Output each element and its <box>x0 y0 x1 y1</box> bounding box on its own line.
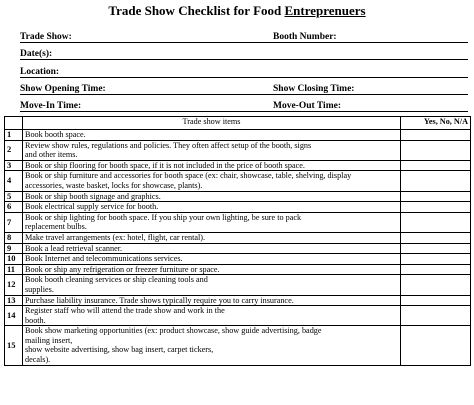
table-row <box>5 275 471 295</box>
info-row <box>20 43 468 60</box>
trade-show-items-table <box>4 116 471 366</box>
info-label-right[interactable]: Move-Out Time: <box>273 94 468 111</box>
answer-cell[interactable] <box>401 171 471 191</box>
info-row <box>20 94 468 111</box>
page-title <box>0 3 474 19</box>
info-field-gap[interactable] <box>170 77 273 94</box>
title-underlined-text: Entreprenuers <box>284 3 366 18</box>
item-number: 7 <box>5 212 23 232</box>
info-row <box>20 26 468 43</box>
answer-cell[interactable] <box>401 191 471 202</box>
item-description: Book or ship any refrigeration or freezer furniture or space. <box>23 264 401 275</box>
table-row <box>5 264 471 275</box>
answer-cell[interactable] <box>401 243 471 254</box>
info-label-right[interactable]: Show Closing Time: <box>273 77 468 94</box>
info-label-left[interactable]: Show Opening Time: <box>20 77 170 94</box>
answer-cell[interactable] <box>401 264 471 275</box>
item-number: 6 <box>5 202 23 213</box>
info-label-left[interactable]: Trade Show: <box>20 26 170 43</box>
info-label-right[interactable]: Booth Number: <box>273 26 468 43</box>
table-row <box>5 140 471 160</box>
item-number: 10 <box>5 254 23 265</box>
info-row <box>20 60 468 77</box>
item-description: Book Internet and telecommunications services. <box>23 254 401 265</box>
answer-cell[interactable] <box>401 295 471 306</box>
table-row <box>5 171 471 191</box>
table-row <box>5 130 471 141</box>
item-description: Make travel arrangements (ex: hotel, flight, car rental). <box>23 232 401 243</box>
info-row <box>20 77 468 94</box>
item-number: 1 <box>5 130 23 141</box>
info-field-gap[interactable] <box>170 43 273 60</box>
item-description: Book or ship booth signage and graphics. <box>23 191 401 202</box>
item-number: 3 <box>5 160 23 171</box>
item-number: 4 <box>5 171 23 191</box>
item-number: 11 <box>5 264 23 275</box>
item-number: 15 <box>5 326 23 365</box>
info-label-right[interactable] <box>273 60 468 77</box>
item-number: 14 <box>5 306 23 326</box>
answer-cell[interactable] <box>401 212 471 232</box>
item-number: 8 <box>5 232 23 243</box>
item-number: 2 <box>5 140 23 160</box>
answer-cell[interactable] <box>401 140 471 160</box>
item-description: Register staff who will attend the trade show and work in the booth. <box>23 306 401 326</box>
answer-cell[interactable] <box>401 306 471 326</box>
table-header-row <box>5 117 471 130</box>
table-row <box>5 160 471 171</box>
header-number <box>5 117 23 130</box>
item-description: Book or ship flooring for booth space, if it is not included in the price of booth space. <box>23 160 401 171</box>
item-description: Book show marketing opportunities (ex: product showcase, show guide advertising, badge mailing insert, show website advertising, show bag insert, carpet tickers, decals). <box>23 326 401 365</box>
answer-cell[interactable] <box>401 130 471 141</box>
info-field-gap[interactable] <box>170 26 273 43</box>
info-field-gap[interactable] <box>170 94 273 111</box>
table-row <box>5 326 471 365</box>
item-description: Book booth space. <box>23 130 401 141</box>
table-row <box>5 254 471 265</box>
item-description: Review show rules, regulations and policies. They often affect setup of the booth, signs and other items. <box>23 140 401 160</box>
item-number: 13 <box>5 295 23 306</box>
item-description: Purchase liability insurance. Trade shows typically require you to carry insurance. <box>23 295 401 306</box>
info-field-gap[interactable] <box>170 60 273 77</box>
table-row <box>5 212 471 232</box>
item-number: 5 <box>5 191 23 202</box>
table-row <box>5 295 471 306</box>
table-row <box>5 306 471 326</box>
item-description: Book or ship furniture and accessories for booth space (ex: chair, showcase, table, shelving, display accessories, waste basket, locks for showcase, plants). <box>23 171 401 191</box>
info-label-left[interactable]: Location: <box>20 60 170 77</box>
table-row <box>5 243 471 254</box>
info-label-left[interactable]: Date(s): <box>20 43 170 60</box>
answer-cell[interactable] <box>401 202 471 213</box>
item-description: Book or ship lighting for booth space. If you ship your own lighting, be sure to pack replacement bulbs. <box>23 212 401 232</box>
table-row <box>5 202 471 213</box>
answer-cell[interactable] <box>401 326 471 365</box>
item-number: 12 <box>5 275 23 295</box>
answer-cell[interactable] <box>401 232 471 243</box>
answer-cell[interactable] <box>401 275 471 295</box>
title-text: Trade Show Checklist for Food <box>108 3 285 18</box>
show-info-fields <box>20 26 468 112</box>
table-row <box>5 232 471 243</box>
item-description: Book booth cleaning services or ship cleaning tools and supplies. <box>23 275 401 295</box>
answer-cell[interactable] <box>401 254 471 265</box>
header-answer: Yes, No, N/A <box>401 117 471 130</box>
info-label-right[interactable] <box>273 43 468 60</box>
header-items: Trade show items <box>23 117 401 130</box>
info-label-left[interactable]: Move-In Time: <box>20 94 170 111</box>
table-row <box>5 191 471 202</box>
item-description: Book a lead retrieval scanner. <box>23 243 401 254</box>
item-number: 9 <box>5 243 23 254</box>
answer-cell[interactable] <box>401 160 471 171</box>
item-description: Book electrical supply service for booth. <box>23 202 401 213</box>
